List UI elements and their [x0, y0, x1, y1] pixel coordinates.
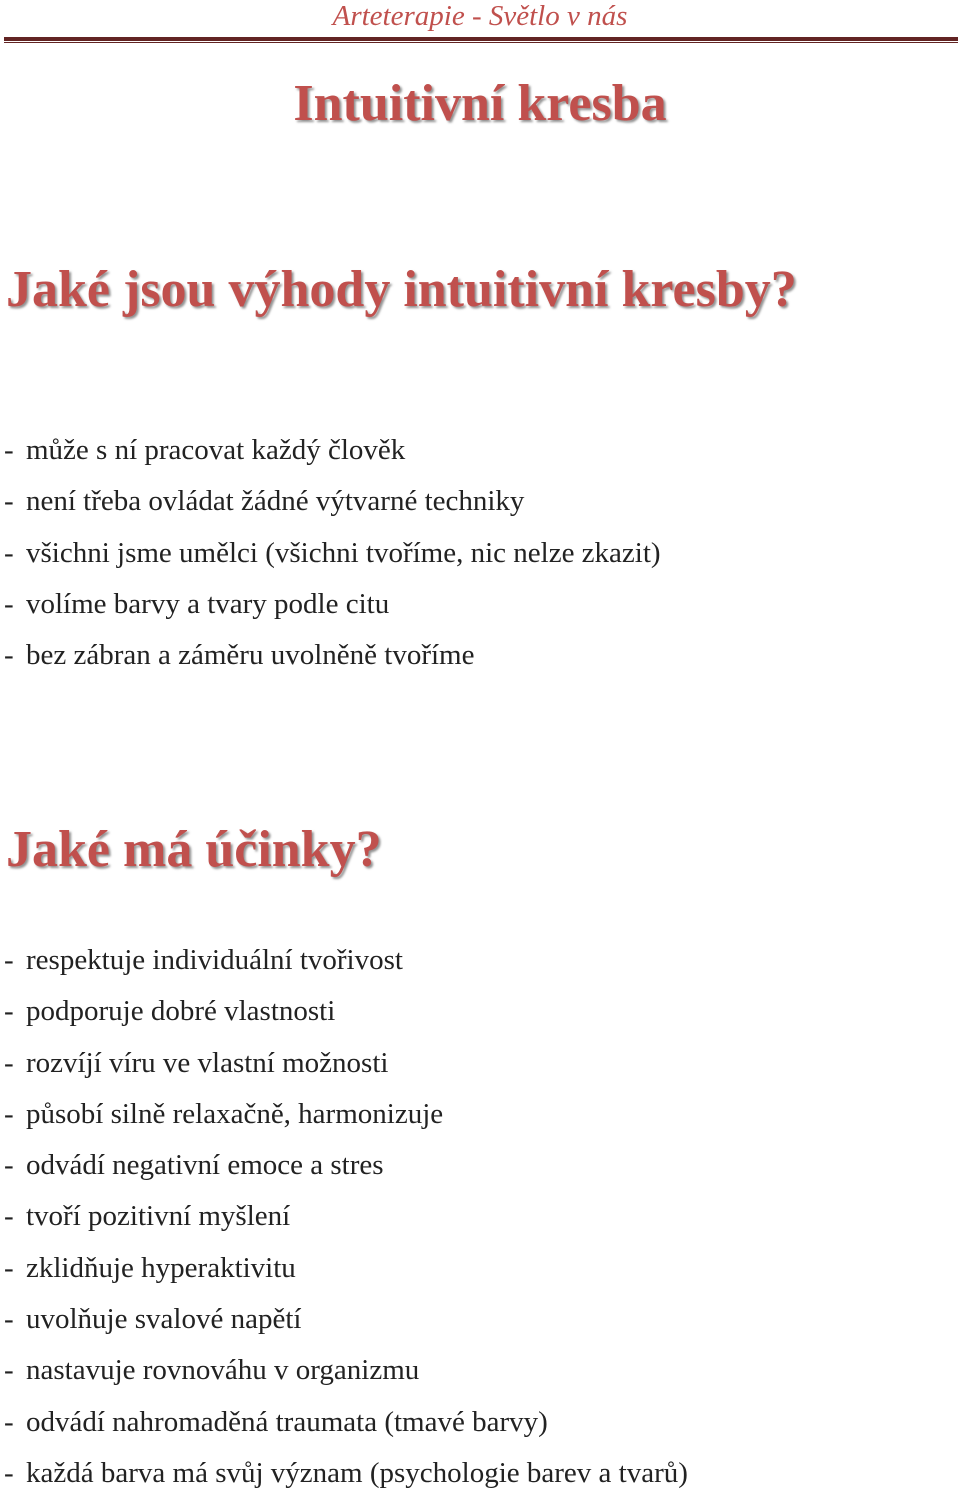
list-item: [4, 579, 661, 630]
header-rule-thin: [4, 42, 958, 43]
list-item: [4, 935, 688, 986]
bullet-dash: -: [4, 587, 14, 620]
bullet-dash: -: [4, 485, 14, 518]
bullet-dash: -: [4, 995, 14, 1028]
list-item-text: nastavuje rovnováhu v organizmu: [26, 1354, 420, 1387]
list-item-text: může s ní pracovat každý člověk: [26, 434, 406, 466]
list-item-text: volíme barvy a tvary podle citu: [26, 587, 390, 620]
list-item-text: odvádí negativní emoce a stres: [26, 1149, 384, 1182]
list-item: [4, 630, 661, 681]
list-item-text: zklidňuje hyperaktivitu: [26, 1251, 296, 1284]
list-item-text: odvádí nahromaděná traumata (tmavé barvy): [26, 1405, 548, 1438]
list-item-text: tvoří pozitivní myšlení: [26, 1200, 291, 1233]
benefits-list: [4, 425, 661, 681]
list-item: [4, 528, 661, 579]
list-item-text: rozvíjí víru ve vlastní možnosti: [26, 1046, 389, 1079]
list-item: [4, 986, 688, 1037]
list-item: [4, 1397, 688, 1448]
bullet-dash: -: [4, 639, 14, 672]
list-item-text: podporuje dobré vlastnosti: [26, 995, 336, 1028]
section-heading-effects: Jaké má účinky?: [6, 821, 382, 878]
list-item-text: uvolňuje svalové napětí: [26, 1303, 302, 1336]
effects-list: [4, 935, 688, 1499]
bullet-dash: -: [4, 1251, 14, 1284]
bullet-dash: -: [4, 1097, 14, 1130]
bullet-dash: -: [4, 1200, 14, 1233]
main-title: Intuitivní kresba: [293, 75, 667, 132]
list-item: [4, 1038, 688, 1089]
header-rule-thick: [4, 37, 958, 41]
bullet-dash: -: [4, 1149, 14, 1182]
list-item-text: každá barva má svůj význam (psychologie barev a tvarů): [26, 1456, 688, 1489]
bullet-dash: -: [4, 1046, 14, 1079]
list-item: [4, 1140, 688, 1191]
list-item: [4, 1191, 688, 1242]
list-item: [4, 1345, 688, 1396]
bullet-dash: -: [4, 1354, 14, 1387]
list-item-text: bez zábran a záměru uvolněně tvoříme: [26, 639, 475, 672]
section-heading-benefits: Jaké jsou výhody intuitivní kresby?: [6, 261, 797, 318]
list-item: [4, 425, 661, 476]
bullet-dash: -: [4, 1405, 14, 1438]
page-header: [0, 0, 960, 44]
list-item-text: respektuje individuální tvořivost: [26, 944, 403, 976]
list-item: [4, 1243, 688, 1294]
list-item-text: všichni jsme umělci (všichni tvoříme, nic nelze zkazit): [26, 536, 661, 569]
bullet-dash: -: [4, 1303, 14, 1336]
list-item-text: působí silně relaxačně, harmonizuje: [26, 1097, 444, 1130]
list-item: [4, 1294, 688, 1345]
header-title: Arteterapie - Světlo v nás: [332, 0, 628, 32]
bullet-dash: -: [4, 536, 14, 569]
list-item: [4, 476, 661, 527]
list-item: [4, 1089, 688, 1140]
bullet-dash: -: [4, 944, 14, 976]
bullet-dash: -: [4, 434, 14, 466]
list-item-text: není třeba ovládat žádné výtvarné techniky: [26, 485, 525, 518]
bullet-dash: -: [4, 1456, 14, 1489]
list-item: [4, 1448, 688, 1499]
